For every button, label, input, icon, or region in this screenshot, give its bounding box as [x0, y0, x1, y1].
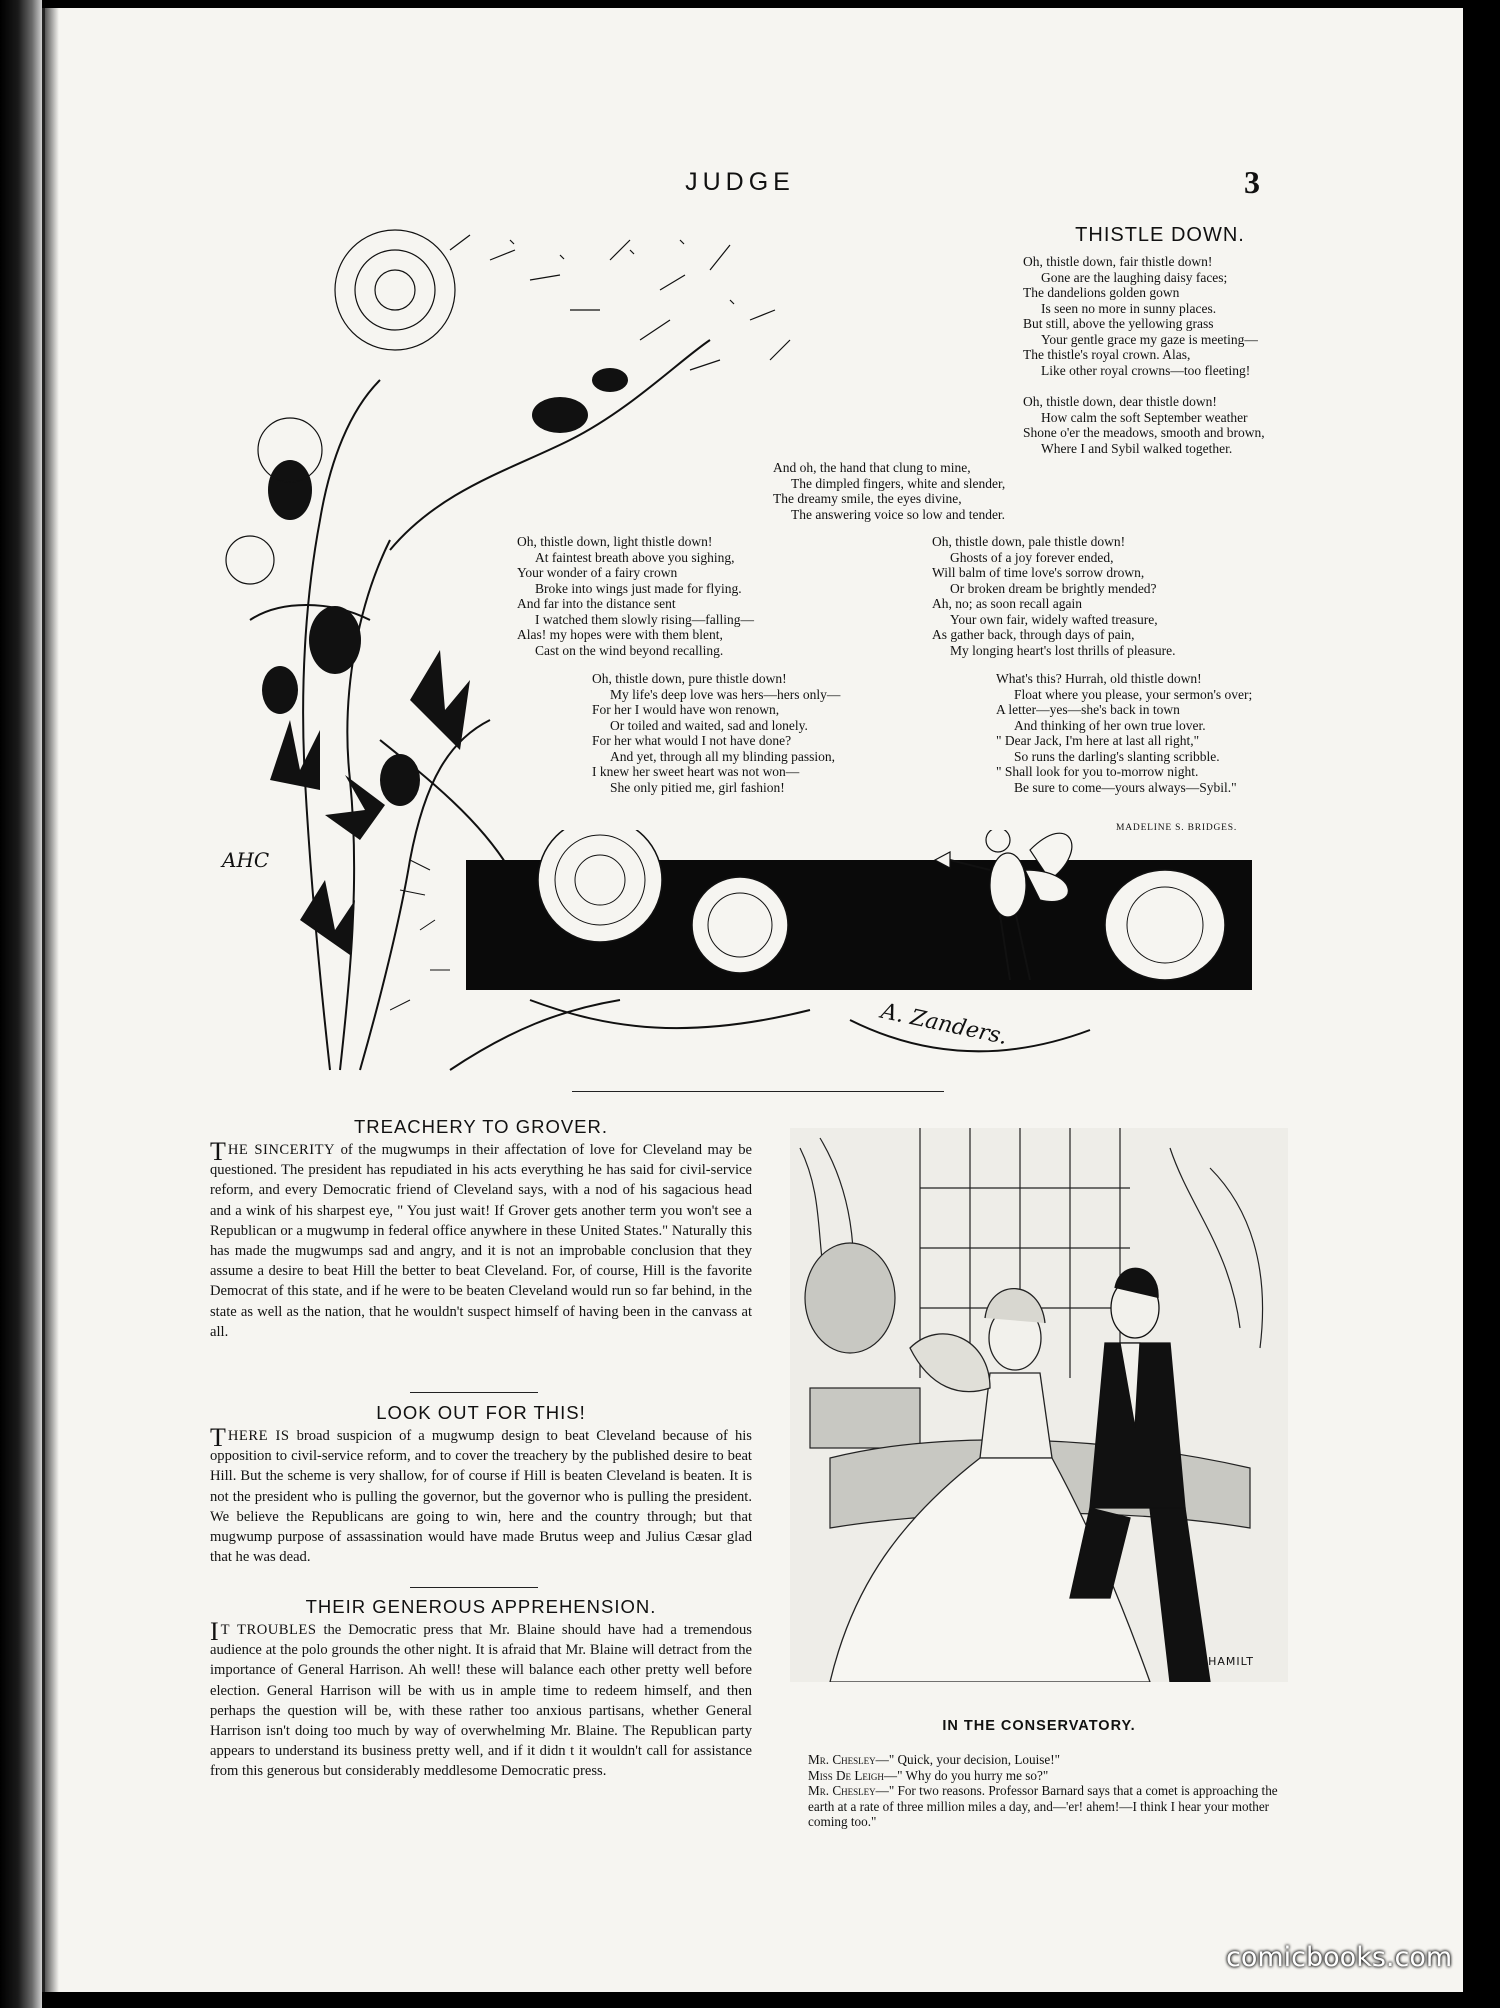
poem-line: She only pitied me, girl fashion! [610, 779, 785, 795]
poem-line: Oh, thistle down, pale thistle down! [932, 534, 1126, 549]
dialogue-line [790, 1783, 1288, 1830]
poem-line: Ghosts of a joy forever ended, [950, 549, 1114, 565]
poem-line: And oh, the hand that clung to mine, [773, 460, 971, 475]
article-lead: HERE IS [227, 1428, 290, 1444]
poem-line: Your wonder of a fairy crown [517, 565, 678, 580]
poem-line: As gather back, through days of pain, [932, 627, 1135, 642]
poem-line: " Dear Jack, I'm here at last all right," [996, 733, 1200, 748]
dialogue-text: —" For two reasons. Professor Barnard says that a comet is approaching the earth at a rate of three million miles a day, and—'er! ahem!—I think I hear your mother coming too." [808, 1783, 1278, 1829]
page-number: 3 [1244, 164, 1260, 200]
poem-line: Oh, thistle down, dear thistle down! [1023, 394, 1217, 409]
poem-line: I watched them slowly rising—falling— [535, 611, 754, 627]
poem-line: So runs the darling's slanting scribble. [1014, 748, 1220, 764]
poem-line: Or broken dream be brightly mended? [950, 580, 1157, 596]
dialogue-text: —" Quick, your decision, Louise!" [875, 1752, 1060, 1767]
section-divider [572, 1091, 944, 1092]
dialogue-text: —" Why do you hurry me so?" [883, 1767, 1049, 1783]
poem-line: Your own fair, widely wafted treasure, [950, 611, 1158, 627]
poem-stanza [592, 671, 840, 795]
poem-line: For her I would have won renown, [592, 702, 780, 717]
poem-line: Your gentle grace my gaze is meeting— [1041, 331, 1258, 347]
poem-line: The dimpled fingers, white and slender, [791, 475, 1006, 491]
poem-line: And far into the distance sent [517, 596, 676, 611]
poem-stanza [1023, 394, 1265, 456]
fairy-thistle-banner [390, 830, 1310, 1080]
cartoon-title: IN THE CONSERVATORY. [942, 1718, 1136, 1734]
site-watermark: comicbooks.com [1226, 1942, 1453, 1973]
masthead-title: JUDGE [685, 168, 795, 196]
poem-line: Oh, thistle down, fair thistle down! [1023, 254, 1213, 269]
poem-line: Broke into wings just made for flying. [535, 580, 742, 596]
poem-line: Oh, thistle down, light thistle down! [517, 534, 713, 549]
poem-line: I knew her sweet heart was not won— [592, 764, 800, 779]
poem-stanza [1023, 254, 1258, 378]
article-text: broad suspicion of a mugwump design to beat Cleveland because of his opposition to civil-service reform, and to cover the treachery by the published desire to beat Hill. But the scheme is very shallow, for of course if Hill is beaten Cleveland is beaten. It is not the president who is pulling the governor, but the governor who is pulling the president. We believe the Republicans are going to win, here and the country through; but that mugwump purpose of assassination would have made Brutus weep and Julius Cæsar glad that he was dead. [210, 1428, 752, 1566]
poem-line: " Shall look for you to-morrow night. [996, 764, 1199, 779]
poem-line: Alas! my hopes were with them blent, [517, 627, 723, 642]
article-headline: LOOK OUT FOR THIS! [376, 1402, 586, 1423]
poem-line: The dandelions golden gown [1023, 285, 1180, 300]
article-headline: TREACHERY TO GROVER. [353, 1116, 609, 1137]
poem-line: How calm the soft September weather [1041, 409, 1248, 425]
poem-line: What's this? Hurrah, old thistle down! [996, 671, 1202, 686]
article-lead: T TROUBLES [220, 1622, 317, 1638]
poem-line: The answering voice so low and tender. [791, 506, 1006, 522]
article-headline: THEIR GENEROUS APPREHENSION. [305, 1596, 657, 1617]
poem-line: Gone are the laughing daisy faces; [1041, 269, 1228, 285]
conservatory-cartoon [790, 1128, 1288, 1682]
article-divider [410, 1392, 538, 1393]
article-text: of the mugwumps in their affectation of love for Cleveland may be questioned. The president has repudiated in his acts everything he has said for civil-service reform, and every Democratic friend of Cleveland says, with a nod of his sagacious head and a wink of his sharpest eye, " You just wait! If Grover gets another term you won't see a Republican or a mugwump in federal office anywhere in these United States." Naturally this has made the mugwumps sad and angry, and it is not an improbable conclusion that they assume a desire to beat Hill the better to beat Cleveland. For, of course, Hill is the favorite Democrat of this state, and if he were to be beaten Cleveland would run so far behind, in the state as well as the nation, that he wouldn't suspect himself of having been in the canvass at all. [210, 1142, 752, 1340]
poem-line: Cast on the wind beyond recalling. [535, 642, 724, 658]
poem-line: Where I and Sybil walked together. [1041, 440, 1233, 456]
poem-line: Be sure to come—yours always—Sybil." [1014, 779, 1237, 795]
poem-line: A letter—yes—she's back in town [996, 702, 1180, 717]
poem-line: The thistle's royal crown. Alas, [1023, 347, 1191, 362]
article-lead: HE SINCERITY [227, 1142, 336, 1158]
poem-stanza [517, 534, 754, 658]
poem-line: Float where you please, your sermon's over; [1014, 686, 1253, 702]
poem-author: MADELINE S. BRIDGES. [1116, 823, 1238, 833]
cartoonist-signature: HAMILT [1208, 1655, 1254, 1668]
illustrator-signature-banner: A. Zanders. [878, 998, 1010, 1051]
book-spine [0, 0, 42, 2008]
drop-cap: I [210, 1617, 219, 1646]
illustrator-signature-left: AHC [222, 848, 270, 872]
drop-cap: T [210, 1423, 226, 1452]
poem-line: Like other royal crowns—too fleeting! [1041, 362, 1251, 378]
dialogue-speaker: Mr. Chesley [808, 1752, 876, 1767]
poem-line: Is seen no more in sunny places. [1041, 300, 1217, 316]
poem-stanza [932, 534, 1176, 658]
conservatory-scene [790, 1128, 1288, 1682]
article-body [210, 1617, 752, 1782]
poem-line: Ah, no; as soon recall again [932, 596, 1082, 611]
poem-line: Oh, thistle down, pure thistle down! [592, 671, 787, 686]
poem-line: Or toiled and waited, sad and lonely. [610, 717, 808, 733]
article-text: the Democratic press that Mr. Blaine should have had a tremendous audience at the polo grounds the other night. It is afraid that Mr. Blaine will detract from the importance of General Harrison. Ah well! these will balance each other pretty well before election. General Harrison will be with us in ample time to redeem himself, and then perhaps the question will be, with these rather too anxious partisans, whether General Harrison isn't doing too much by way of overwhelming Mr. Blaine. The Republican party appears to understand its business pretty well, and if it didn t it wouldn't call for assistance from this generous but considerably meddlesome Democratic press. [210, 1622, 752, 1780]
poem-line: At faintest breath above you sighing, [535, 549, 735, 565]
poem-line: And yet, through all my blinding passion, [610, 748, 835, 764]
dialogue-speaker: Miss De Leigh [808, 1767, 884, 1783]
dialogue-line [790, 1752, 1288, 1768]
poem-title: THISTLE DOWN. [1075, 224, 1245, 246]
poem-stanza [773, 460, 1005, 522]
dialogue-speaker: Mr. Chesley [808, 1783, 876, 1798]
poem-line: My life's deep love was hers—hers only— [610, 686, 841, 702]
poem-line: My longing heart's lost thrills of pleasure. [950, 642, 1176, 658]
poem-line: Will balm of time love's sorrow drown, [932, 565, 1145, 580]
poem-line: But still, above the yellowing grass [1023, 316, 1214, 331]
article-body [210, 1423, 752, 1567]
poem-line: The dreamy smile, the eyes divine, [773, 491, 962, 506]
dialogue-line [790, 1768, 1288, 1784]
drop-cap: T [210, 1137, 226, 1166]
poem-line: And thinking of her own true lover. [1014, 717, 1206, 733]
poem-line: For her what would I not have done? [592, 733, 792, 748]
poem-line: Shone o'er the meadows, smooth and brown, [1023, 425, 1265, 440]
poem-stanza [996, 671, 1252, 795]
cartoon-dialogue [790, 1752, 1288, 1830]
article-divider [410, 1587, 538, 1588]
article-body [210, 1137, 752, 1342]
page-gutter-shadow [45, 8, 59, 1992]
